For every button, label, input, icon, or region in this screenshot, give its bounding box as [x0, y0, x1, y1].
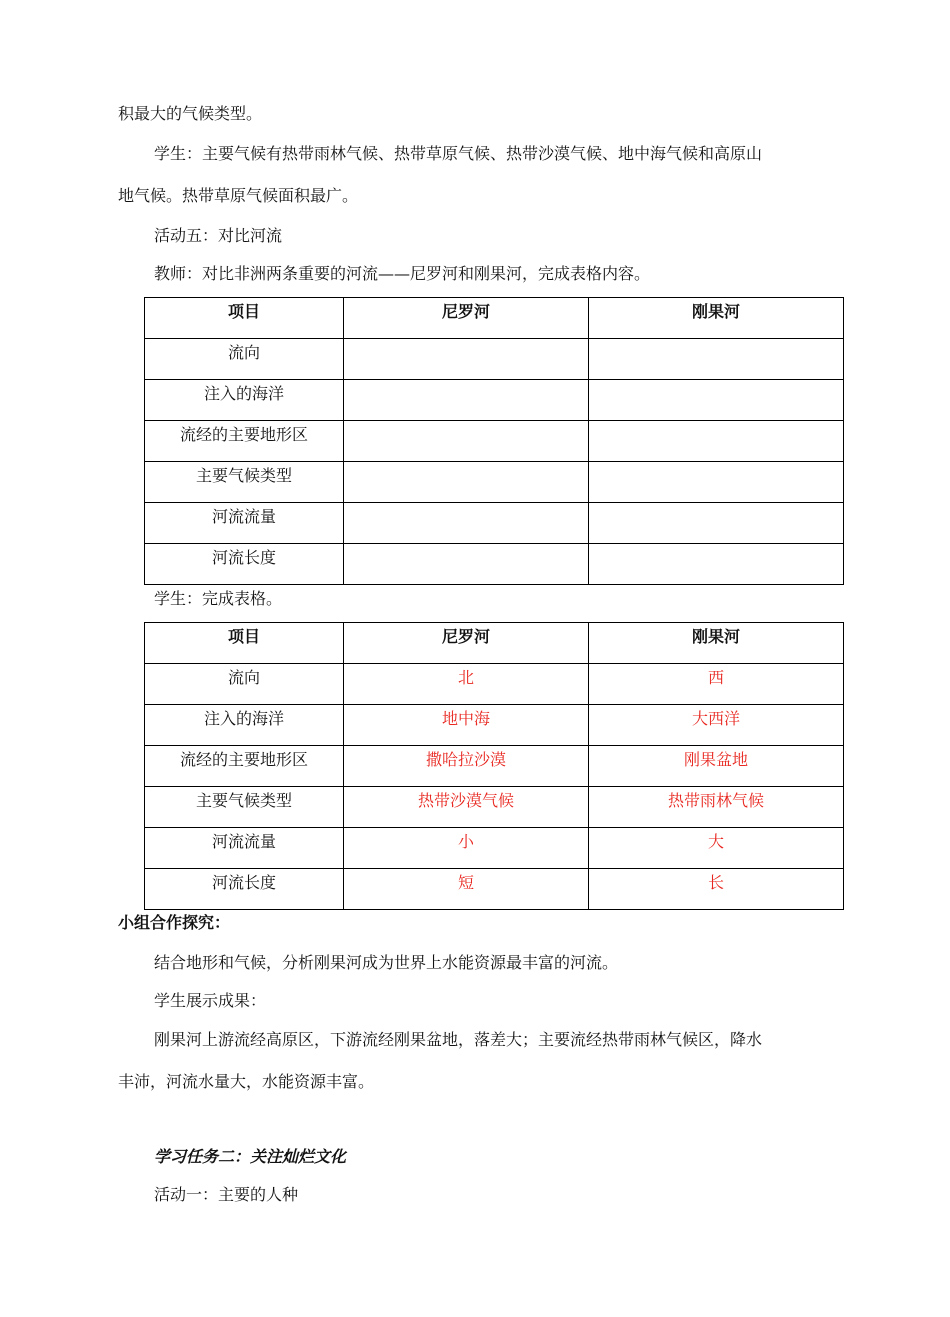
row-label: 注入的海洋 [145, 380, 344, 421]
congo-answer: 热带雨林气候 [589, 787, 844, 828]
congo-cell [589, 339, 844, 380]
activity-five-heading: 活动五：对比河流 [154, 226, 283, 245]
river-comparison-table-answers [144, 622, 844, 910]
table-header-row [145, 623, 844, 664]
congo-cell [589, 421, 844, 462]
table-row [145, 339, 844, 380]
nile-answer: 地中海 [344, 705, 589, 746]
congo-answer: 长 [589, 869, 844, 910]
congo-answer: 大西洋 [589, 705, 844, 746]
congo-cell [589, 544, 844, 585]
row-label: 河流流量 [145, 503, 344, 544]
congo-answer: 刚果盆地 [589, 746, 844, 787]
header-congo: 刚果河 [589, 623, 844, 664]
row-label: 流向 [145, 664, 344, 705]
river-comparison-table-blank [144, 297, 844, 585]
table-row [145, 705, 844, 746]
congo-cell [589, 462, 844, 503]
nile-answer: 撒哈拉沙漠 [344, 746, 589, 787]
header-nile: 尼罗河 [344, 623, 589, 664]
student-complete-table: 学生：完成表格。 [154, 589, 283, 608]
nile-cell [344, 462, 589, 503]
table-row [145, 869, 844, 910]
row-label: 流向 [145, 339, 344, 380]
nile-cell [344, 544, 589, 585]
table-row [145, 787, 844, 828]
table-row [145, 746, 844, 787]
table-header-row [145, 298, 844, 339]
paragraph-student-climate-line1: 学生：主要气候有热带雨林气候、热带草原气候、热带沙漠气候、地中海气候和高原山 [154, 144, 763, 163]
row-label: 流经的主要地形区 [145, 421, 344, 462]
results-line1: 刚果河上游流经高原区，下游流经刚果盆地，落差大；主要流经热带雨林气候区，降水 [154, 1030, 763, 1049]
learning-task-two-heading: 学习任务二：关注灿烂文化 [154, 1147, 347, 1166]
results-line2: 丰沛，河流水量大，水能资源丰富。 [118, 1072, 375, 1091]
activity-one-heading: 活动一：主要的人种 [154, 1185, 299, 1204]
congo-answer: 西 [589, 664, 844, 705]
nile-cell [344, 380, 589, 421]
header-nile: 尼罗河 [344, 298, 589, 339]
nile-answer: 短 [344, 869, 589, 910]
header-item: 项目 [145, 298, 344, 339]
table-row [145, 828, 844, 869]
nile-answer: 热带沙漠气候 [344, 787, 589, 828]
table-row [145, 380, 844, 421]
table-row [145, 421, 844, 462]
table-row [145, 544, 844, 585]
congo-answer: 大 [589, 828, 844, 869]
teacher-instruction: 教师：对比非洲两条重要的河流——尼罗河和刚果河，完成表格内容。 [154, 264, 651, 283]
nile-cell [344, 339, 589, 380]
group-inquiry-heading: 小组合作探究： [118, 913, 231, 932]
row-label: 流经的主要地形区 [145, 746, 344, 787]
nile-answer: 小 [344, 828, 589, 869]
table-row [145, 664, 844, 705]
row-label: 河流流量 [145, 828, 344, 869]
nile-answer: 北 [344, 664, 589, 705]
row-label: 注入的海洋 [145, 705, 344, 746]
congo-cell [589, 380, 844, 421]
table-row [145, 503, 844, 544]
header-item: 项目 [145, 623, 344, 664]
paragraph-climate-end: 积最大的气候类型。 [118, 104, 263, 123]
header-congo: 刚果河 [589, 298, 844, 339]
row-label: 主要气候类型 [145, 787, 344, 828]
inquiry-question: 结合地形和气候，分析刚果河成为世界上水能资源最丰富的河流。 [154, 953, 619, 972]
nile-cell [344, 421, 589, 462]
row-label: 河流长度 [145, 544, 344, 585]
paragraph-student-climate-line2: 地气候。热带草原气候面积最广。 [118, 186, 359, 205]
row-label: 河流长度 [145, 869, 344, 910]
nile-cell [344, 503, 589, 544]
table-row [145, 462, 844, 503]
row-label: 主要气候类型 [145, 462, 344, 503]
student-results-heading: 学生展示成果： [154, 991, 267, 1010]
congo-cell [589, 503, 844, 544]
